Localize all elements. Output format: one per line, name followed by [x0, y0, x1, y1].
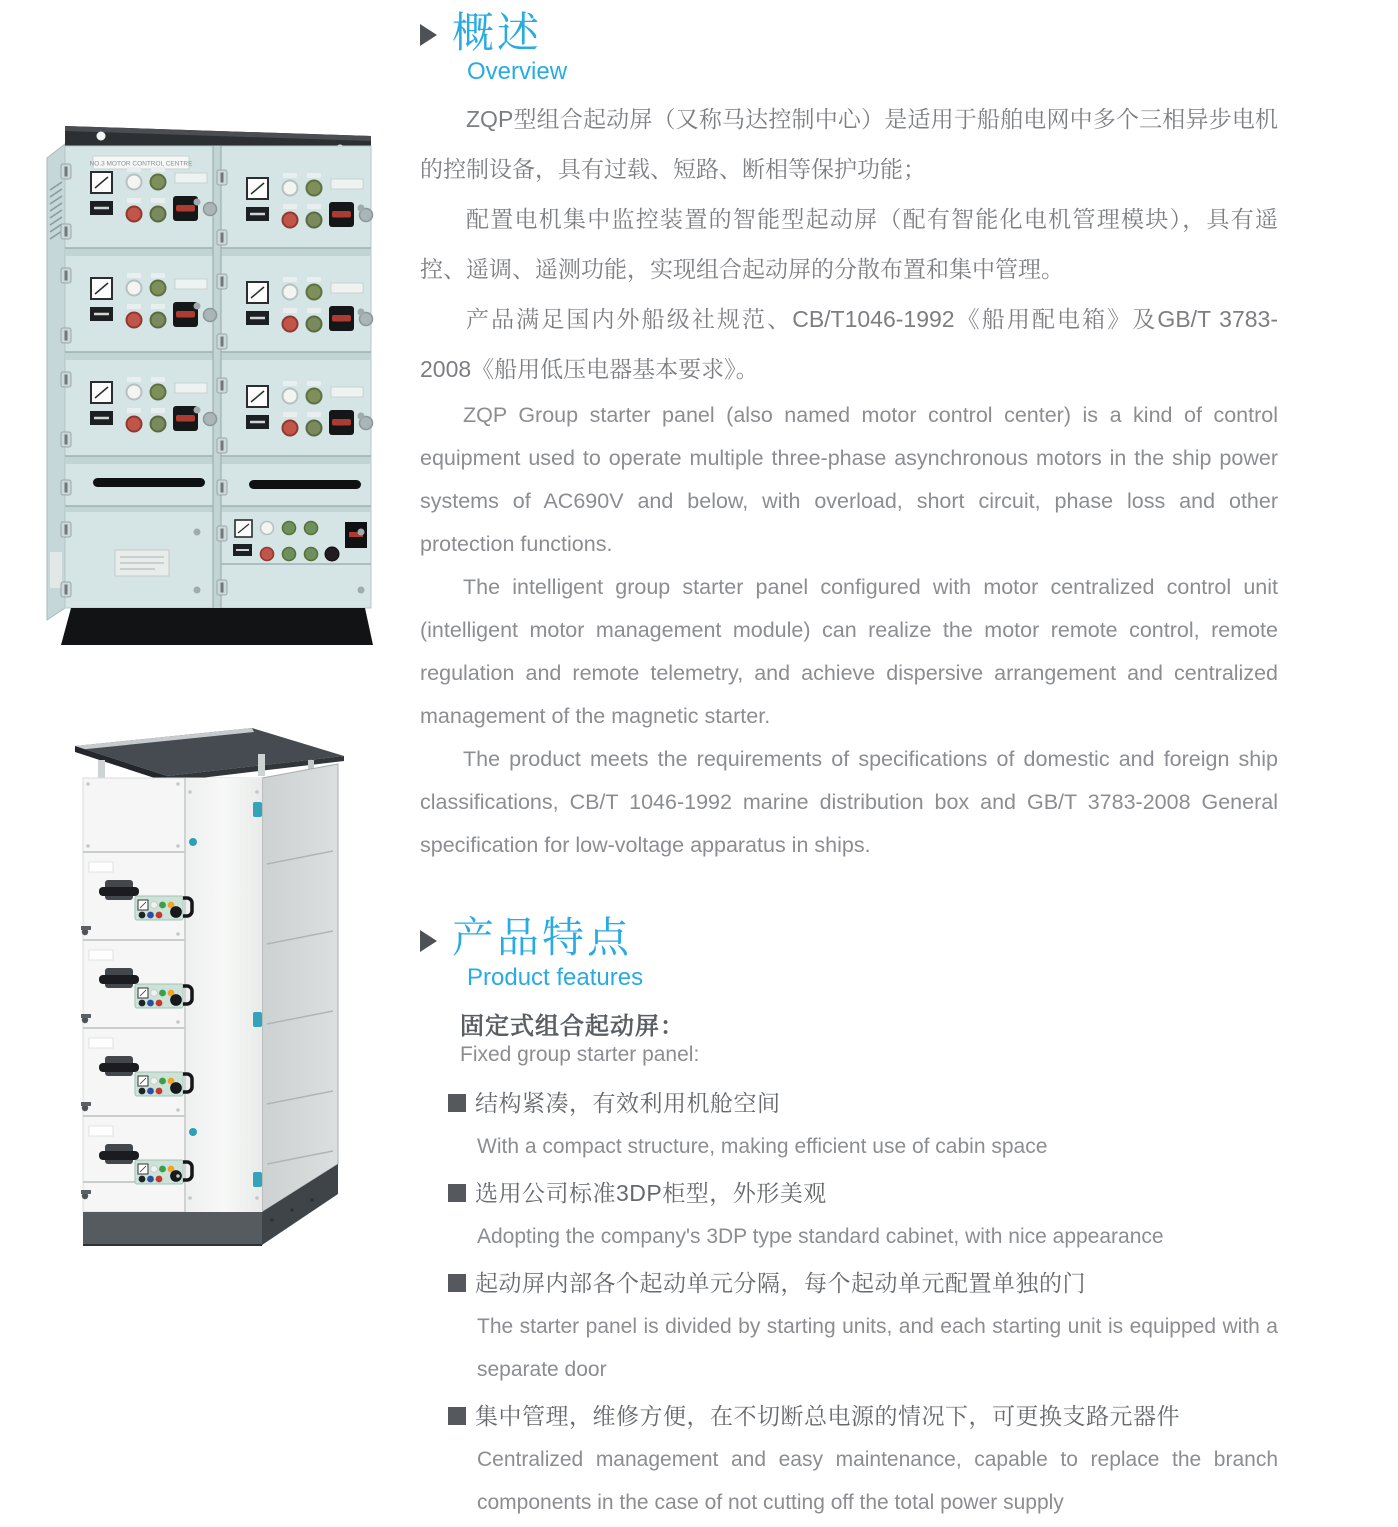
feature-en: Centralized management and easy maintenance, capable to replace the branch components in the case of not cutting off the total power supply: [477, 1447, 1278, 1514]
features-header: [420, 913, 1278, 963]
overview-paragraph-en: The intelligent group starter panel configured with motor centralized control unit (intelligent motor management module) can realize the motor remote control, remote regulation and remote telemetry, and achieve dispersive arrangement and centralized management of the magnetic starter.: [420, 575, 1278, 729]
feature-zh: [448, 1081, 1278, 1125]
bullet-square-icon: [448, 1184, 466, 1202]
section-marker-triangle-icon: [420, 24, 437, 46]
feature-zh: [448, 1171, 1278, 1215]
content-column: [420, 8, 1278, 1527]
feature-item: [448, 1394, 1278, 1524]
overview-heading-en: Overview: [467, 58, 568, 86]
features-heading-en: Product features: [467, 963, 644, 991]
cabinet-name-label: NO.3 MOTOR CONTROL CENTRE: [89, 160, 193, 168]
feature-zh-text: 集中管理，维修方便，在不切断总电源的情况下，可更换支路元器件: [475, 1402, 1180, 1429]
feature-item: [448, 1081, 1278, 1168]
overview-header: [420, 8, 1278, 58]
bullet-square-icon: [448, 1274, 466, 1292]
feature-item: [448, 1261, 1278, 1391]
bullet-square-icon: [448, 1094, 466, 1112]
overview-heading-zh: 概述: [452, 9, 543, 56]
feature-zh: [448, 1261, 1278, 1305]
feature-en: The starter panel is divided by starting units, and each starting unit is equipped with a separate door: [477, 1314, 1278, 1381]
feature-zh: [448, 1394, 1278, 1438]
features-heading-zh: 产品特点: [452, 914, 633, 962]
features-section: [420, 913, 1278, 1523]
feature-en: With a compact structure, making efficient use of cabin space: [477, 1134, 1048, 1158]
section-marker-triangle-icon: [420, 930, 437, 952]
overview-paragraph-en: The product meets the requirements of specifications of domestic and foreign ship classifications, CB/T 1046-1992 marine distribution box and GB/T 3783-2008 General specification for low-voltage apparatus in ships.: [420, 747, 1278, 858]
feature-item: [448, 1171, 1278, 1258]
fixed-starter-cabinet-illustration: [72, 712, 372, 1257]
overview-paragraph-zh: 产品满足国内外船级社规范、CB/T1046-1992《船用配电箱》及GB/T 3783-2008《船用低压电器基本要求》。: [420, 306, 1278, 383]
feature-zh-text: 起动屏内部各个起动单元分隔，每个起动单元配置单独的门: [475, 1269, 1086, 1296]
overview-paragraph-zh: ZQP型组合起动屏（又称马达控制中心）是适用于船舶电网中多个三相异步电机的控制设备，具有过载、短路、断相等保护功能；: [420, 106, 1278, 183]
feature-en: Adopting the company's 3DP type standard cabinet, with nice appearance: [477, 1224, 1164, 1248]
overview-paragraph-zh: 配置电机集中监控装置的智能型起动屏（配有智能化电机管理模块），具有遥控、遥调、遥测功能，实现组合起动屏的分散布置和集中管理。: [420, 206, 1278, 283]
group-starter-panel-illustration: [45, 112, 375, 652]
features-list: [448, 1081, 1278, 1524]
features-subtitle-en: Fixed group starter panel:: [460, 1042, 700, 1066]
bullet-square-icon: [448, 1407, 466, 1425]
group-starter-panel-photo: [45, 112, 375, 652]
overview-paragraph-en: ZQP Group starter panel (also named motor control center) is a kind of control equipment used to operate multiple three-phase asynchronous motors in the ship power systems of AC690V and below, with overload, short circuit, phase loss and other protection functions.: [420, 403, 1278, 557]
overview-section: [420, 8, 1278, 867]
feature-zh-text: 结构紧凑，有效利用机舱空间: [475, 1089, 781, 1116]
feature-zh-text: 选用公司标准3DP柜型，外形美观: [475, 1179, 827, 1206]
features-subtitle-zh: 固定式组合起动屏：: [460, 1012, 685, 1040]
fixed-starter-cabinet-photo: [72, 712, 372, 1257]
